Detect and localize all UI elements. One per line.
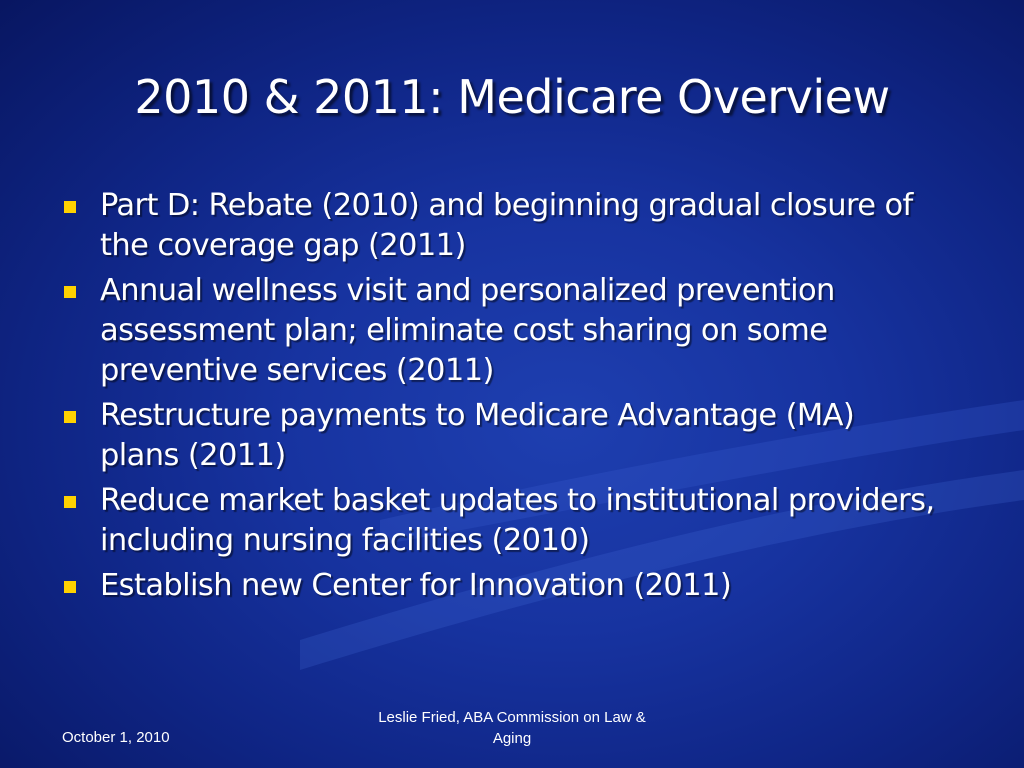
- square-bullet-icon: [64, 581, 76, 593]
- bullet-text: Part D: Rebate (2010) and beginning gradual closure of the coverage gap (2011): [100, 188, 913, 263]
- square-bullet-icon: [64, 201, 76, 213]
- bullet-text: Annual wellness visit and personalized prevention assessment plan; eliminate cost sharing on some preventive services (2011): [100, 273, 835, 388]
- bullet-item: [58, 481, 938, 561]
- bullet-item: [58, 396, 938, 476]
- footer-presenter: Leslie Fried, ABA Commission on Law & Aging: [378, 709, 646, 747]
- bullet-text: Establish new Center for Innovation (2011): [100, 568, 732, 603]
- square-bullet-icon: [64, 286, 76, 298]
- square-bullet-icon: [64, 496, 76, 508]
- square-bullet-icon: [64, 411, 76, 423]
- bullet-text: Restructure payments to Medicare Advantage (MA) plans (2011): [100, 398, 855, 473]
- footer-date: October 1, 2010: [62, 729, 170, 746]
- bullet-text: Reduce market basket updates to institutional providers, including nursing facilities (2010): [100, 483, 935, 558]
- slide-title: 2010 & 2011: Medicare Overview: [134, 70, 890, 124]
- bullet-list: [58, 186, 938, 611]
- bullet-item: [58, 566, 938, 606]
- bullet-item: [58, 271, 938, 391]
- bullet-item: [58, 186, 938, 266]
